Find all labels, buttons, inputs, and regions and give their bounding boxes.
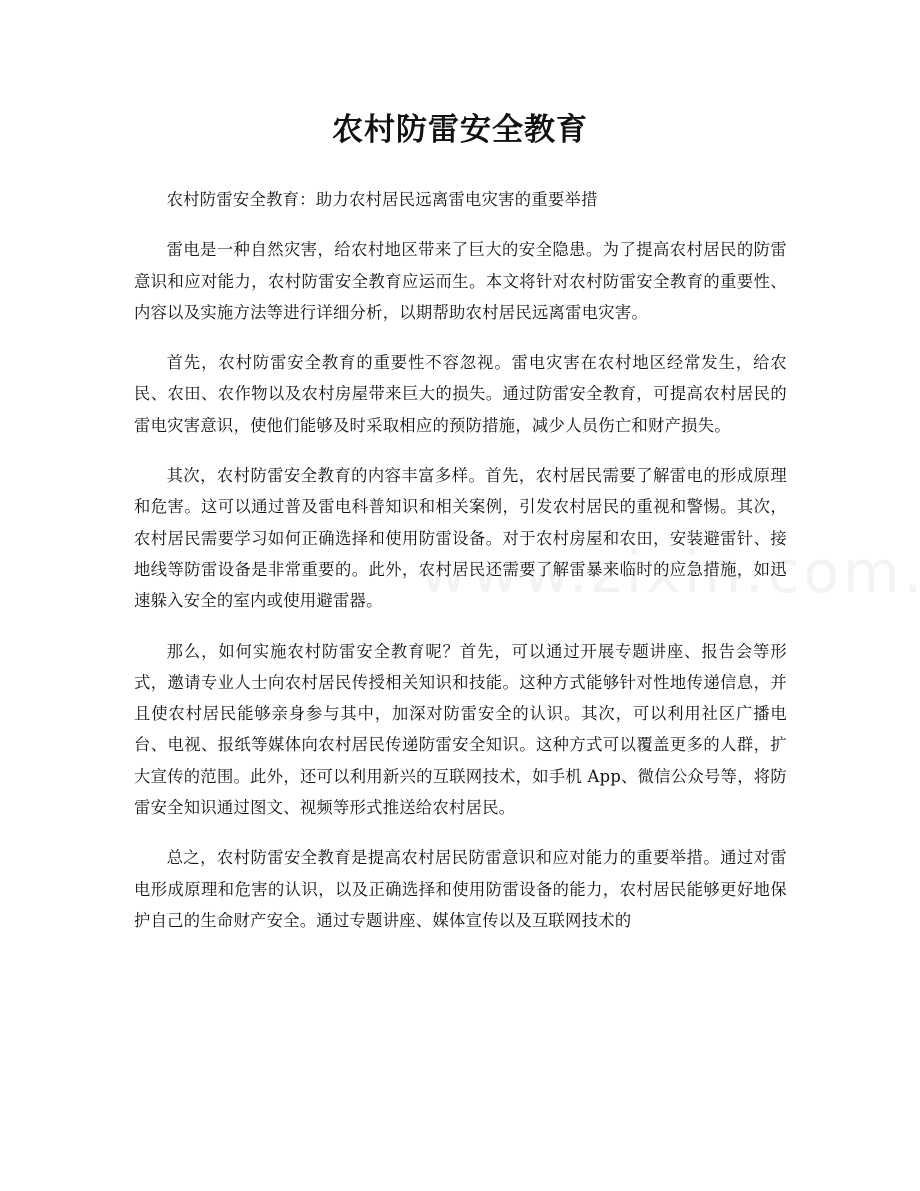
paragraph-subtitle: 农村防雷安全教育：助力农村居民远离雷电灾害的重要举措 — [166, 190, 598, 209]
document-body — [134, 184, 787, 955]
paragraph-implementation: 那么，如何实施农村防雷安全教育呢？首先，可以通过开展专题讲座、报告会等形式，邀请专业人士向农村居民传授相关知识和技能。这种方式能够针对性地传递信息，并且使农村居民能够亲身参与其中，加深对防雷安全的认识。其次，可以利用社区广播电台、电视、报纸等媒体向农村居民传递防雷安全知识。这种方式可以覆盖更多的人群，扩大宣传的范围。此外，还可以利用新兴的互联网技术，如手机 App、微信公众号等，将防雷安全知识通过图文、视频等形式推送给农村居民。 — [134, 641, 787, 818]
paragraph-importance: 首先，农村防雷安全教育的重要性不容忽视。雷电灾害在农村地区经常发生，给农民、农田、农作物以及农村房屋带来巨大的损失。通过防雷安全教育，可提高农村居民的雷电灾害意识，使他们能够及时采取相应的预防措施，减少人员伤亡和财产损失。 — [134, 353, 787, 435]
paragraph-intro: 雷电是一种自然灾害，给农村地区带来了巨大的安全隐患。为了提高农村居民的防雷意识和应对能力，农村防雷安全教育应运而生。本文将针对农村防雷安全教育的重要性、内容以及实施方法等进行详细分析，以期帮助农村居民远离雷电灾害。 — [134, 240, 787, 322]
document-title: 农村防雷安全教育 — [332, 112, 588, 148]
paragraph-content: 其次，农村防雷安全教育的内容丰富多样。首先，农村居民需要了解雷电的形成原理和危害。这可以通过普及雷电科普知识和相关案例，引发农村居民的重视和警惕。其次，农村居民需要学习如何正确选择和使用防雷设备。对于农村房屋和农田，安装避雷针、接地线等防雷设备是非常重要的。此外，农村居民还需要了解雷暴来临时的应急措施，如迅速躲入安全的室内或使用避雷器。 — [134, 466, 787, 611]
paragraph-conclusion: 总之，农村防雷安全教育是提高农村居民防雷意识和应对能力的重要举措。通过对雷电形成原理和危害的认识，以及正确选择和使用防雷设备的能力，农村居民能够更好地保护自己的生命财产安全。通过专题讲座、媒体宣传以及互联网技术的 — [134, 848, 787, 930]
